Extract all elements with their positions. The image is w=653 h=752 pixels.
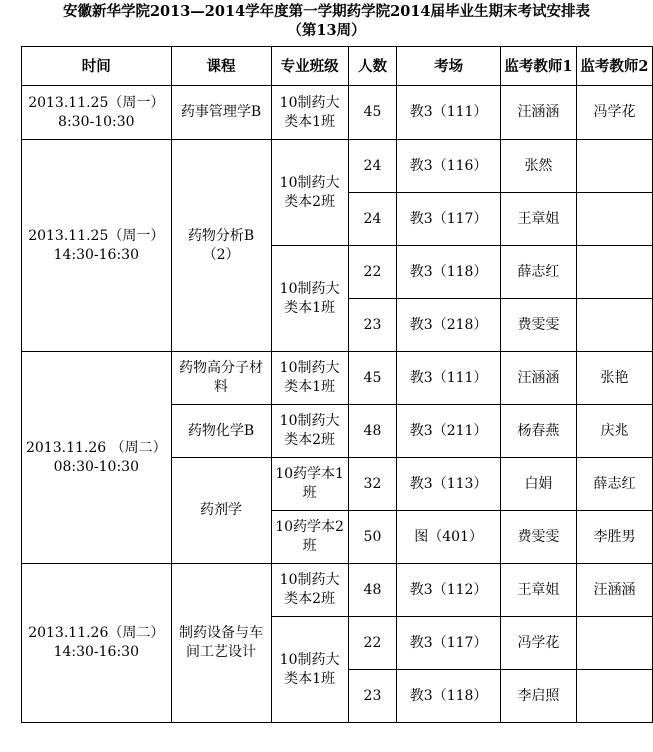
teacher1-cell: 王章姐: [500, 193, 576, 246]
time-cell: 2013.11.25（周一） 14:30-16:30: [22, 140, 172, 352]
count-cell: 48: [348, 405, 397, 458]
class-cell: 10制药大类本2班: [271, 405, 348, 458]
class-cell: 10制药大类本1班: [271, 617, 348, 723]
room-cell: 教3（118）: [397, 246, 501, 299]
class-cell: 10制药大类本1班: [271, 86, 348, 140]
teacher2-cell: [576, 670, 652, 723]
teacher2-cell: [576, 193, 652, 246]
teacher2-cell: [576, 617, 652, 670]
course-cell: 药物化学B: [171, 405, 271, 458]
header-teacher-1: 监考教师1: [500, 47, 576, 86]
count-cell: 23: [348, 299, 397, 352]
teacher1-cell: 杨春燕: [500, 405, 576, 458]
count-cell: 48: [348, 564, 397, 617]
teacher2-cell: 庆兆: [576, 405, 652, 458]
document-title: [0, 2, 653, 40]
teacher1-cell: 费雯雯: [500, 511, 576, 564]
course-cell: 药物分析B（2）: [171, 140, 271, 352]
exam-schedule-table: [21, 46, 653, 723]
header-class: 专业班级: [271, 47, 348, 86]
count-cell: 22: [348, 617, 397, 670]
room-cell: 教3（211）: [397, 405, 501, 458]
count-cell: 24: [348, 140, 397, 193]
class-cell: 10制药大类本1班: [271, 246, 348, 352]
teacher1-cell: 李启照: [500, 670, 576, 723]
room-cell: 教3（116）: [397, 140, 501, 193]
course-cell: 药剂学: [171, 458, 271, 564]
title-line-2: （第13周）: [287, 22, 366, 39]
room-cell: 教3（118）: [397, 670, 501, 723]
class-cell: 10制药大类本2班: [271, 564, 348, 617]
room-cell: 教3（111）: [397, 352, 501, 405]
table-row: [22, 86, 653, 140]
teacher1-cell: 白娟: [500, 458, 576, 511]
count-cell: 22: [348, 246, 397, 299]
teacher1-cell: 薛志红: [500, 246, 576, 299]
teacher1-cell: 费雯雯: [500, 299, 576, 352]
count-cell: 45: [348, 86, 397, 140]
header-room: 考场: [397, 47, 501, 86]
class-cell: 10制药大类本1班: [271, 352, 348, 405]
header-teacher-2: 监考教师2: [576, 47, 652, 86]
count-cell: 45: [348, 352, 397, 405]
teacher2-cell: [576, 140, 652, 193]
teacher2-cell: [576, 299, 652, 352]
teacher2-cell: 薛志红: [576, 458, 652, 511]
teacher2-cell: 张艳: [576, 352, 652, 405]
course-cell: 药事管理学B: [171, 86, 271, 140]
title-line-1: 安徽新华学院2013—2014学年度第一学期药学院2014届毕业生期末考试安排表: [62, 3, 591, 20]
table-row: [22, 140, 653, 193]
teacher1-cell: 汪涵涵: [500, 86, 576, 140]
teacher1-cell: 张然: [500, 140, 576, 193]
class-cell: 10药学本1班: [271, 458, 348, 511]
teacher2-cell: 冯学花: [576, 86, 652, 140]
room-cell: 教3（111）: [397, 86, 501, 140]
teacher1-cell: 王章姐: [500, 564, 576, 617]
room-cell: 教3（117）: [397, 617, 501, 670]
header-row: [22, 47, 653, 86]
room-cell: 教3（218）: [397, 299, 501, 352]
course-cell: 制药设备与车间工艺设计: [171, 564, 271, 723]
table-row: [22, 564, 653, 617]
table-row: [22, 352, 653, 405]
teacher2-cell: 汪涵涵: [576, 564, 652, 617]
count-cell: 32: [348, 458, 397, 511]
room-cell: 图（401）: [397, 511, 501, 564]
time-cell: 2013.11.26 （周二）08:30-10:30: [22, 352, 172, 564]
count-cell: 24: [348, 193, 397, 246]
teacher1-cell: 汪涵涵: [500, 352, 576, 405]
count-cell: 50: [348, 511, 397, 564]
time-cell: 2013.11.26（周二） 14:30-16:30: [22, 564, 172, 723]
class-cell: 10药学本2班: [271, 511, 348, 564]
count-cell: 23: [348, 670, 397, 723]
header-course: 课程: [171, 47, 271, 86]
header-time: 时间: [22, 47, 172, 86]
class-cell: 10制药大类本2班: [271, 140, 348, 246]
teacher2-cell: [576, 246, 652, 299]
room-cell: 教3（112）: [397, 564, 501, 617]
teacher1-cell: 冯学花: [500, 617, 576, 670]
header-count: 人数: [348, 47, 397, 86]
teacher2-cell: 李胜男: [576, 511, 652, 564]
room-cell: 教3（113）: [397, 458, 501, 511]
course-cell: 药物高分子材料: [171, 352, 271, 405]
room-cell: 教3（117）: [397, 193, 501, 246]
time-cell: 2013.11.25（周一） 8:30-10:30: [22, 86, 172, 140]
